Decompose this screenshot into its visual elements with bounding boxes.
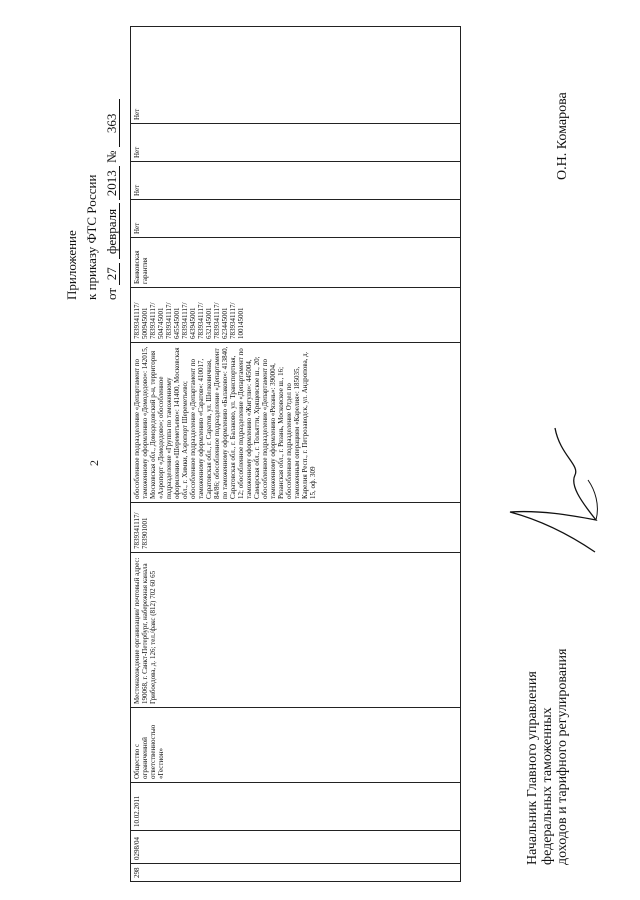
cell-address: Местонахождение организации/ почтовый адрес: 190068, г. Санкт-Петербург, набережная канала Грибоедова, д. 126; тел./факс (812) 702 60 65 [131, 553, 461, 708]
appendix-title: Приложение [64, 230, 79, 300]
order-day: 27 [105, 263, 120, 285]
order-month: февраля [105, 203, 120, 259]
signatory-title-line2: федеральных таможенных [540, 707, 555, 865]
cell-date: 10.02.2011 [131, 783, 461, 831]
order-reference: к приказу ФТС России [84, 174, 99, 300]
order-year: 2013 [105, 166, 120, 200]
signatory-name: О.Н. Комарова [555, 92, 570, 180]
table-row [131, 27, 461, 882]
signatory-title-line3: доходов и тарифного регулирования [555, 648, 570, 865]
cell-reg-number: 0298/04 [131, 831, 461, 864]
cell-flag-4: Нет [131, 27, 461, 124]
signatory-title [525, 649, 570, 865]
signature-scribble-icon [500, 420, 610, 560]
cell-customs-offices: обособленное подразделение «Департамент по таможенному оформлению «Домодедово»: 142015, Московская обл., Домодедовский р-н, территория «Аэропорт «Домодедово»; обособленное подразделение «Группа по таможенному оформлению «Шереметьево»: 141400, Московская обл., г. Химки, Аэропорт Шереметьево; обособленное подразделение «Департамент по таможенному оформлению «Саратов»: 410017, Саратовская обл., г. Саратов, ул. Шелковичная, 84/86; обособленное подразделение «Департамент по таможенному оформлению «Балаково»: 413840, Саратовская обл., г. Балаково, ул. Транспортная, 12; обособленное подразделение «Департамент по таможенному оформлению «Жигули»: 445004, Самарская обл., г. Тольятти, Хрящевское ш., 20; обособленное подразделение «Департамент по таможенному оформлению «Рязань»: 390004, Рязанская обл., г. Рязань, Московское ш., 16; обособленное подразделение Отдел по таможенным операциям «Карелия»: 185035, Карелия Респ., г. Петрозаводск, ул. Андропова, д. 15, оф. 309 [131, 343, 461, 503]
appendix-header [62, 20, 122, 300]
date-prefix: от [104, 287, 119, 300]
handwritten-signature [500, 420, 615, 560]
cell-flag-1: Нет [131, 200, 461, 238]
number-sign: № [104, 150, 119, 163]
cell-organization: Общество с ограниченной ответственностью «Гестион» [131, 708, 461, 783]
order-date-line [102, 20, 122, 300]
cell-number: 298 [131, 864, 461, 882]
cell-kpp-codes: 7839341117/ 500945001 7839341117/ 504745001 7839341117/ 645545001 7839341117/ 643945001 7839341117/ 632145001 7839341117/ 623445001 7839341117/ 100145001 [131, 288, 461, 343]
cell-flag-3: Нет [131, 124, 461, 162]
cell-flag-2: Нет [131, 162, 461, 200]
order-number: 363 [105, 99, 120, 147]
signatory-title-line1: Начальник Главного управления [525, 671, 540, 865]
page-number: 2 [87, 460, 101, 466]
cell-guarantee: Банковская гарантия [131, 238, 461, 288]
cell-inn-kpp: 7839341117/ 783901001 [131, 503, 461, 553]
registry-table [130, 26, 461, 882]
